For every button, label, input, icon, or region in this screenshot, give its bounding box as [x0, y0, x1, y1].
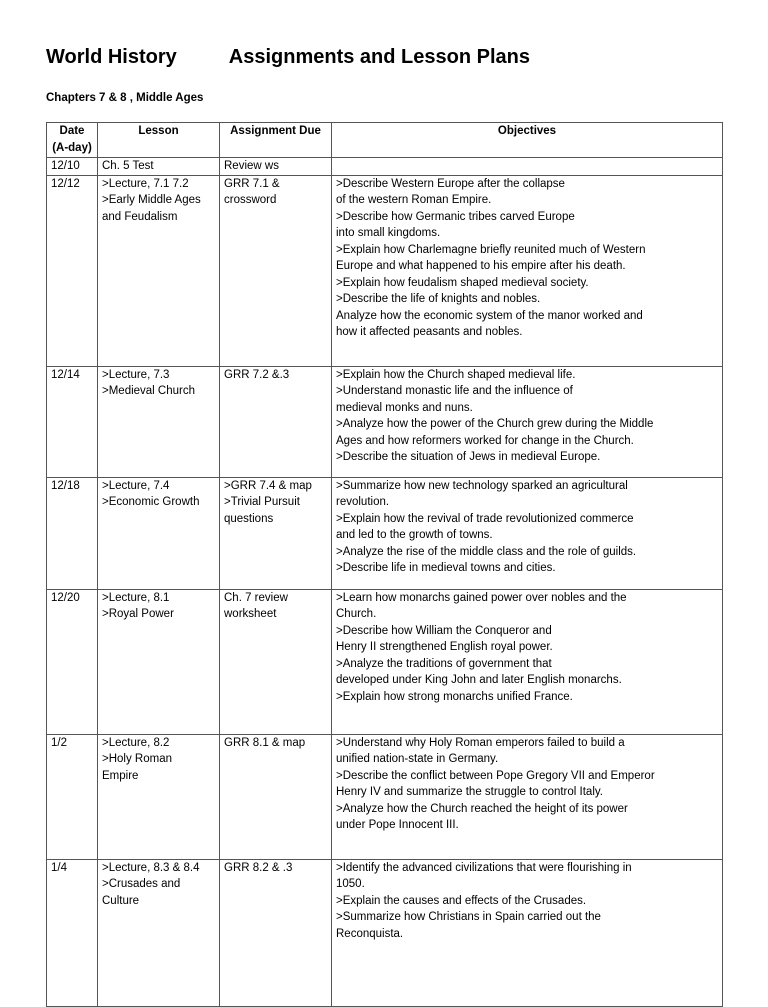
objectives-cell	[332, 589, 723, 734]
objectives-cell-line: Ages and how reformers worked for change in the Church.	[336, 434, 634, 447]
objectives-cell-line: >Explain how the Church shaped medieval life.	[336, 368, 576, 381]
date-cell: 12/12	[47, 175, 98, 366]
date-cell: 12/14	[47, 366, 98, 477]
objectives-cell-line: >Describe how William the Conqueror and	[336, 624, 552, 637]
objectives-cell-line: >Explain how Charlemagne briefly reunited much of Western	[336, 243, 646, 256]
objectives-cell-line: Europe and what happened to his empire after his death.	[336, 260, 626, 272]
objectives-cell-line: >Summarize how Christians in Spain carried out the	[336, 911, 601, 923]
assignment-cell	[220, 477, 332, 589]
assignment-cell	[220, 734, 332, 859]
objectives-cell-line: Reconquista.	[336, 927, 404, 940]
lesson-cell	[98, 477, 220, 589]
table-row	[47, 859, 723, 1006]
objectives-cell-line: >Understand monastic life and the influence of	[336, 385, 573, 397]
header-objectives: Objectives	[332, 123, 723, 158]
objectives-cell-line: >Analyze how the Church reached the height of its power	[336, 802, 628, 815]
lesson-cell	[98, 859, 220, 1006]
lesson-cell	[98, 175, 220, 366]
assignment-cell-line: questions	[224, 512, 274, 525]
lesson-cell-line: >Holy Roman	[102, 753, 172, 765]
objectives-cell-line: >Describe life in medieval towns and cities.	[336, 562, 556, 574]
objectives-cell-line: >Describe the life of knights and nobles.	[336, 293, 541, 305]
date-cell: 1/4	[47, 859, 98, 1006]
objectives-cell-line: revolution.	[336, 496, 390, 508]
objectives-cell-line: >Explain how strong monarchs unified France.	[336, 690, 573, 703]
assignment-cell-line: worksheet	[224, 608, 277, 620]
objectives-cell-line: >Explain how the revival of trade revolutionized commerce	[336, 512, 634, 525]
lesson-cell	[98, 366, 220, 477]
table-row	[47, 158, 723, 176]
lesson-cell-line: >Royal Power	[102, 608, 174, 620]
assignment-cell	[220, 859, 332, 1006]
date-cell: 1/2	[47, 734, 98, 859]
objectives-cell	[332, 859, 723, 1006]
assignment-cell	[220, 366, 332, 477]
objectives-cell-line: >Describe the situation of Jews in medieval Europe.	[336, 451, 601, 463]
lesson-cell-line: Empire	[102, 769, 139, 782]
objectives-cell-line: >Explain the causes and effects of the Crusades.	[336, 894, 587, 907]
lesson-cell-line: >Lecture, 7.4	[102, 479, 170, 492]
objectives-cell-line: >Analyze the traditions of government that	[336, 657, 552, 670]
lesson-plan-table	[46, 122, 723, 1007]
lesson-cell-line: >Lecture, 7.3	[102, 368, 170, 381]
lesson-cell-line: >Lecture, 8.1	[102, 591, 170, 604]
lesson-cell-line: >Crusades and	[102, 878, 181, 890]
assignment-cell-line: >GRR 7.4 & map	[224, 479, 312, 492]
table-row	[47, 589, 723, 734]
objectives-cell-line: >Analyze how the power of the Church grew during the Middle	[336, 418, 654, 430]
objectives-cell-line: developed under King John and later English monarchs.	[336, 674, 622, 686]
objectives-cell-line: >Analyze the rise of the middle class and the role of guilds.	[336, 545, 637, 558]
objectives-cell-line: into small kingdoms.	[336, 227, 441, 239]
objectives-cell-line: >Summarize how new technology sparked an agricultural	[336, 479, 628, 492]
lesson-cell	[98, 589, 220, 734]
objectives-cell-line: Henry II strengthened English royal power.	[336, 641, 553, 653]
lesson-cell-line: Ch. 5 Test	[102, 160, 154, 172]
objectives-cell-line: >Learn how monarchs gained power over nobles and the	[336, 591, 627, 604]
date-cell: 12/18	[47, 477, 98, 589]
date-cell: 12/10	[47, 158, 98, 176]
subtitle: Chapters 7 & 8 , Middle Ages	[46, 92, 204, 104]
assignment-cell	[220, 175, 332, 366]
lesson-cell-line: >Early Middle Ages	[102, 194, 201, 206]
objectives-cell-line: >Identify the advanced civilizations that were flourishing in	[336, 861, 632, 874]
objectives-cell	[332, 175, 723, 366]
objectives-cell-line: >Understand why Holy Roman emperors failed to build a	[336, 736, 625, 749]
table-header-row	[47, 123, 723, 158]
lesson-cell	[98, 158, 220, 176]
lesson-cell-line: >Lecture, 7.1 7.2	[102, 177, 189, 190]
assignment-cell-line: GRR 8.2 & .3	[224, 861, 293, 874]
table-row	[47, 734, 723, 859]
objectives-cell-line: >Describe Western Europe after the collapse	[336, 177, 565, 190]
lesson-cell-line: >Lecture, 8.2	[102, 736, 170, 749]
lesson-cell-line: and Feudalism	[102, 210, 178, 223]
assignment-cell	[220, 589, 332, 734]
date-cell: 12/20	[47, 589, 98, 734]
objectives-cell-line: under Pope Innocent III.	[336, 819, 459, 831]
objectives-cell	[332, 477, 723, 589]
title-subject: World History	[46, 46, 177, 68]
assignment-cell-line: GRR 7.1 &	[224, 177, 280, 190]
table-row	[47, 477, 723, 589]
assignment-cell-line: Ch. 7 review	[224, 591, 288, 604]
objectives-cell-line: >Explain how feudalism shaped medieval society.	[336, 276, 589, 289]
assignment-cell-line: crossword	[224, 194, 277, 206]
assignment-cell	[220, 158, 332, 176]
objectives-cell-line: Church.	[336, 608, 377, 620]
assignment-cell-line: Review ws	[224, 160, 279, 172]
page-title	[46, 46, 530, 69]
objectives-cell-line: Henry IV and summarize the struggle to control Italy.	[336, 786, 603, 798]
assignment-cell-line: GRR 7.2 &.3	[224, 368, 290, 381]
lesson-cell-line: Culture	[102, 894, 140, 907]
objectives-cell-line: >Describe the conflict between Pope Gregory VII and Emperor	[336, 769, 655, 782]
lesson-cell-line: >Lecture, 8.3 & 8.4	[102, 861, 200, 874]
objectives-cell	[332, 366, 723, 477]
assignment-cell-line: GRR 8.1 & map	[224, 736, 306, 749]
header-lesson: Lesson	[98, 123, 220, 158]
table-row	[47, 175, 723, 366]
objectives-cell-line: 1050.	[336, 878, 365, 890]
table-row	[47, 366, 723, 477]
lesson-cell	[98, 734, 220, 859]
objectives-cell	[332, 734, 723, 859]
objectives-cell-line: >Describe how Germanic tribes carved Europe	[336, 210, 575, 223]
header-date: Date (A-day)	[47, 123, 98, 158]
header-assignment: Assignment Due	[220, 123, 332, 158]
lesson-cell-line: >Economic Growth	[102, 496, 200, 508]
objectives-cell	[332, 158, 723, 176]
objectives-cell-line: and led to the growth of towns.	[336, 529, 493, 541]
objectives-cell-line: Analyze how the economic system of the manor worked and	[336, 309, 643, 322]
objectives-cell-line: unified nation-state in Germany.	[336, 753, 499, 765]
objectives-cell-line: how it affected peasants and nobles.	[336, 326, 523, 338]
objectives-cell-line: medieval monks and nuns.	[336, 401, 473, 414]
title-description: Assignments and Lesson Plans	[228, 46, 530, 68]
lesson-cell-line: >Medieval Church	[102, 385, 196, 397]
objectives-cell-line: of the western Roman Empire.	[336, 194, 492, 206]
assignment-cell-line: >Trivial Pursuit	[224, 496, 300, 508]
